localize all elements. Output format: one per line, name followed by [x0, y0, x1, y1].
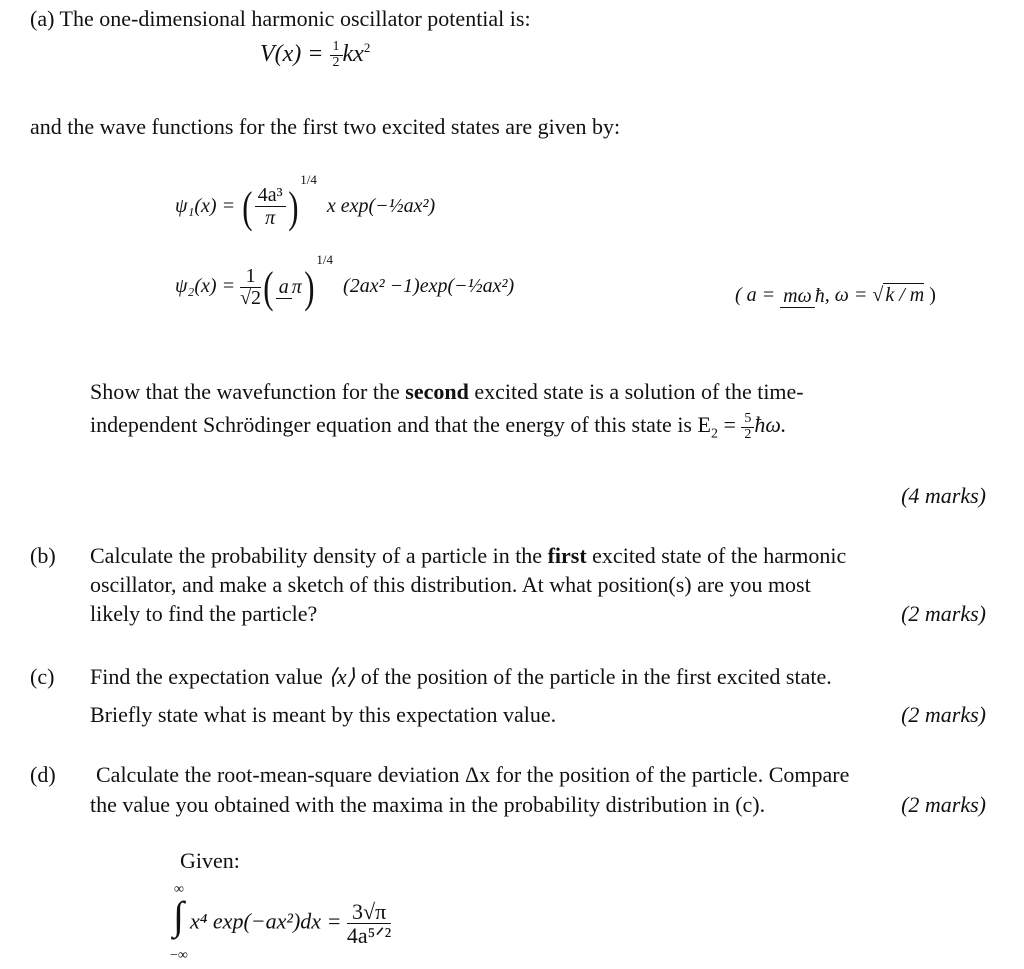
psi1-power: 1/4 [300, 172, 317, 187]
psi2-equation: ψ₂(x) = $\frac{1}{√2}$ ( a π)$^{1/4}$ (2ax² −1)exp(−½ax²) [175, 252, 515, 312]
constants-close: ) [924, 284, 936, 306]
energy-den: 2 [744, 426, 752, 442]
psi2-num: a [276, 276, 292, 299]
text: of the position of the particle in the first excited state. [360, 664, 832, 689]
part-d-line-1: Calculate the root-mean-square deviation Δx for the position of the particle. Compare [96, 762, 850, 787]
potential-rhs: kx [342, 41, 364, 67]
a-den: ħ [814, 284, 825, 307]
potential-equation [260, 40, 370, 71]
psi1-rest: x exp(−½ax²) [326, 195, 436, 217]
given-den: 4a⁵ᐟ² [346, 923, 392, 949]
task-bold: second [405, 379, 469, 404]
psi1-num: 4a³ [255, 185, 286, 207]
a-lhs: ( a = [735, 284, 776, 306]
potential-exp: 2 [363, 40, 371, 55]
part-label: (a) [30, 6, 55, 31]
task-line-1 [90, 379, 804, 405]
wave-intro: and the wave functions for the first two excited states are given by: [30, 114, 621, 139]
energy-subscript: 2 [710, 426, 718, 442]
part-d-marks: (2 marks) [901, 792, 986, 817]
psi2-den: π [291, 275, 302, 298]
part-b-label: (b) [30, 543, 56, 568]
given-label: Given: [180, 848, 240, 873]
part-a-intro [30, 6, 531, 32]
expectation-symbol: ⟨x⟩ [328, 664, 356, 689]
text: excited state of the harmonic [592, 543, 847, 568]
part-b-marks: (2 marks) [901, 601, 986, 626]
omega-def: , ω = √ [824, 284, 884, 306]
task-line-2 [90, 412, 786, 443]
integrand: x⁴ exp(−ax²)dx = [190, 908, 342, 934]
psi1-equation: ψ₁(x) = ( $\frac{\text{4a³}}{\pi})^{1/4}$ x exp(−½ax²) [175, 172, 436, 232]
part-d-line-2: the value you obtained with the maxima in the probability distribution in (c). [90, 792, 766, 817]
given-integrand [190, 900, 391, 947]
a-num: mω [780, 285, 815, 308]
integral-sign: ∫ [173, 893, 184, 938]
psi2-rest: (2ax² −1)exp(−½ax²) [343, 275, 515, 297]
intro-text: The one-dimensional harmonic oscillator potential is: [59, 6, 531, 31]
half-den: 2 [332, 54, 340, 70]
task-text: independent Schrödinger equation and that the energy of this state is E [90, 412, 711, 438]
part-b-line-1 [90, 543, 846, 569]
psi1-den: π [265, 206, 276, 229]
potential-lhs: V(x) = [260, 41, 330, 67]
integral-lower: −∞ [170, 948, 188, 963]
half-num: 1 [330, 40, 343, 56]
task-eq: = [717, 412, 742, 438]
task-end: ħω. [754, 412, 787, 438]
omega-radicand: k / m [885, 284, 925, 306]
part-c-line-2: Briefly state what is meant by this expectation value. [90, 702, 557, 727]
part-b-line-2: oscillator, and make a sketch of this distribution. At what position(s) are you most [90, 572, 811, 597]
task-text: Show that the wavefunction for the [90, 379, 400, 404]
text: Calculate the probability density of a particle in the [90, 543, 543, 568]
psi2-pre-num: 1 [240, 266, 261, 288]
psi2-power: 1/4 [316, 252, 334, 267]
psi1-lhs: ψ₁(x) = [175, 195, 236, 217]
task-text: excited state is a solution of the time- [474, 379, 804, 404]
text: Find the expectation value [90, 664, 323, 689]
integral-upper: ∞ [174, 882, 184, 897]
part-c-line-1 [90, 664, 832, 690]
part-b-line-3: likely to find the particle? [90, 601, 318, 626]
part-c-label: (c) [30, 664, 55, 689]
part-c-marks: (2 marks) [901, 702, 986, 727]
given-num: 3√π [347, 900, 391, 924]
psi2-pre-den: √2 [240, 286, 262, 309]
part-d-label: (d) [30, 762, 56, 787]
bold-text: first [547, 543, 587, 568]
constants-definition [735, 284, 936, 308]
psi2-lhs: ψ₂(x) = [175, 275, 236, 297]
part-a-marks: (4 marks) [901, 483, 986, 508]
energy-num: 5 [741, 412, 754, 428]
